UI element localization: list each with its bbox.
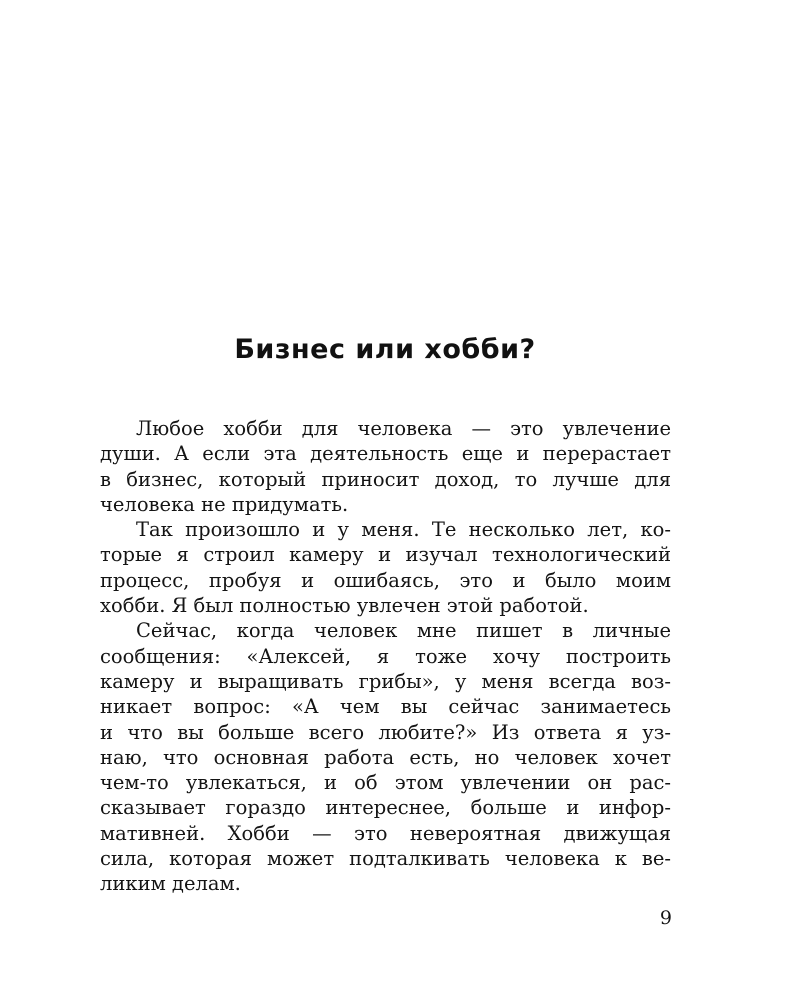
text-line: ликим делам.	[100, 872, 241, 896]
page-number: 9	[659, 907, 672, 929]
text-line: никает вопрос: «А чем вы сейчас занимаетесь	[100, 695, 671, 719]
paragraph	[100, 517, 671, 618]
text-line: души. А если эта деятельность еще и перерастает	[100, 442, 671, 466]
paragraph	[100, 416, 671, 517]
text-line: чем-то увлекаться, и об этом увлечении он рас-	[100, 771, 671, 795]
text-line: человека не придумать.	[100, 492, 349, 516]
text-line: Так произошло и у меня. Те несколько лет, ко-	[136, 518, 671, 542]
text-line: камеру и выращивать грибы», у меня всегда воз-	[100, 669, 671, 693]
text-line: сила, которая может подталкивать человека к ве-	[100, 847, 671, 871]
text-line: сказывает гораздо интереснее, больше и инфор-	[100, 796, 671, 820]
text-line: в бизнес, который приносит доход, то лучше для	[100, 467, 671, 491]
paragraph	[100, 618, 671, 896]
text-line: сообщения: «Алексей, я тоже хочу построить	[100, 644, 671, 668]
chapter-title: Бизнес или хобби?	[234, 334, 536, 365]
text-line: Сейчас, когда человек мне пишет в личные	[136, 619, 671, 643]
text-line: наю, что основная работа есть, но человек хочет	[100, 745, 671, 769]
text-line: хобби. Я был полностью увлечен этой работой.	[100, 594, 589, 618]
text-line: процесс, пробуя и ошибаясь, это и было моим	[100, 568, 671, 592]
body-text	[100, 416, 671, 897]
text-line: и что вы больше всего любите?» Из ответа я уз-	[100, 720, 671, 744]
text-line: торые я строил камеру и изучал технологический	[100, 543, 671, 567]
text-line: Любое хобби для человека — это увлечение	[136, 417, 671, 440]
text-line: мативней. Хобби — это невероятная движущая	[100, 821, 671, 845]
